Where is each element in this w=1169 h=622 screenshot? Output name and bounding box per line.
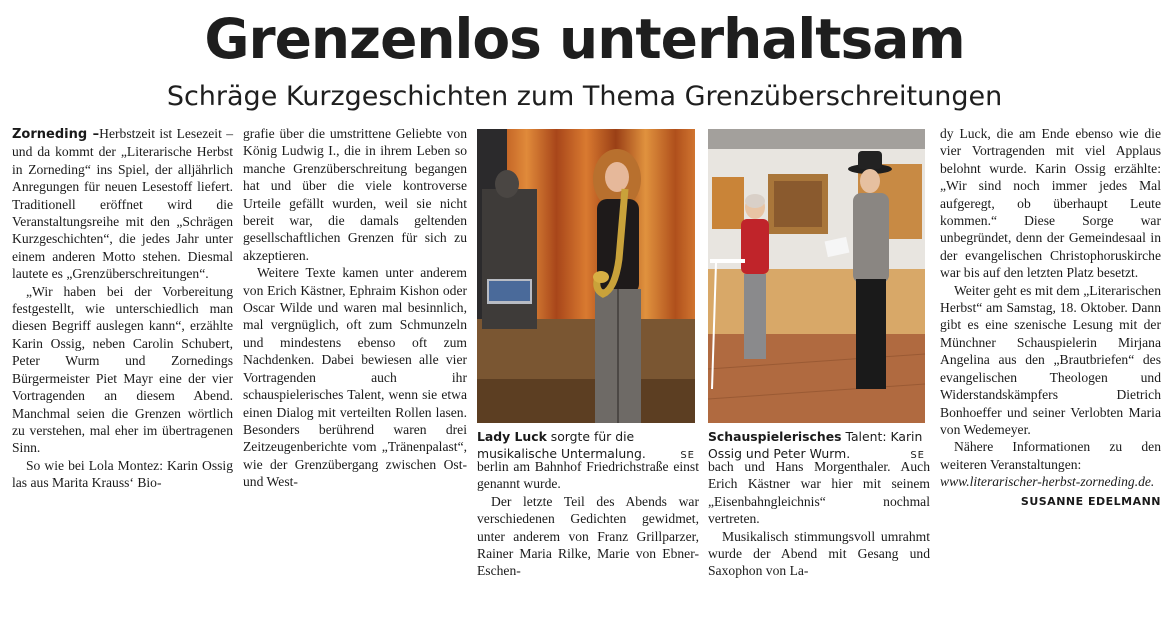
paragraph: Weiter geht es mit dem „Literarischen Herbst“ am Samstag, 18. Oktober. Dann gibt es eine szenische Lesung mit der Münchner Schauspielerin Mirjana Angelina aus den „Brautbriefen“ des evangelischen Theologen und Widerstandskämpfers Dietrich Bonhoeffer und seiner Verlobten Maria von Wedemeyer. [940,282,1161,437]
article-column-2 [243,125,467,490]
caption-photo-2: Schauspielerisches Talent: Karin Ossig und Peter Wurm. SE [708,428,925,464]
subheadline: Schräge Kurzgeschichten zum Thema Grenzüberschreitungen [166,81,1003,112]
paragraph: So wie bei Lola Montez: Karin Ossig las aus Marita Krauss‘ Bio- [12,457,233,491]
caption-photo-1: Lady Luck sorgte für die musikalische Untermalung. SE [477,428,695,464]
paragraph: grafie über die umstrittene Geliebte von König Ludwig I., die in ihrem Leben so manche Grenzüberschreitung begangen hat und über die viele kontroverse Urteile gefällt wurden, weil sie nicht bereit war, die damals geltenden gesellschaftlichen Grenzen für sich zu akzeptieren. [243,126,467,263]
paragraph: Zorneding –Herbstzeit ist Lesezeit – und da kommt der „Literarische Herbst in Zorneding“ ins Spiel, der alljährlich Anregungen für neuen Lesestoff liefert. Traditionell eröffnet wird die Veranstaltungsreihe mit den „Schrägen Kurzgeschichten“, die jedes Jahr unter einem anderen Motto stehen. Diesmal lautete es „Grenzüberschreitungen“. [12,126,233,282]
event-url[interactable]: www.literarischer-herbst-zorneding.de. [940,474,1155,490]
paragraph: Der letzte Teil des Abends war verschiedenen Gedichten gewidmet, unter anderem von Franz Grillparzer, Rainer Maria Rilke, Marie von Ebner-Eschen- [477,493,699,579]
dateline: Zorneding – [12,127,100,142]
paragraph: Weitere Texte kamen unter anderem von Erich Kästner, Ephraim Kishon oder Oscar Wilde und waren mal besinnlich, mal vergnüglich, oft zum Schmunzeln und mindestens ebenso oft zum Nachdenken. Dabei bewiesen alle vier Vortragenden auch ihr schauspielerisches Talent, wenn sie etwa einen Dialog mit verteilten Rollen lasen. Besonders berührend waren drei Zeitzeugenberichte vom „Tränenpalast“, wie der Grenzübergang zwischen Ost- und West- [243,265,467,490]
paragraph: „Wir haben bei der Vorbereitung festgestellt, wie unterschiedlich man diesen Begriff auslegen kann“, erzählte Karin Ossig, neben Carolin Schubert, Peter Wurm und Zornedings Bürgermeister Piet Mayr eine der vier Vortragenden an diesem Abend. Manchmal seien die Grenzen wörtlich zu verstehen, mal eher im übertragenen Sinn. [12,283,233,456]
photo-performers-image [708,129,925,423]
paragraph: Musikalisch stimmungsvoll umrahmt wurde der Abend mit Gesang und Saxophon von La- [708,528,930,579]
paragraph: berlin am Bahnhof Friedrichstraße einst genannt wurde. [477,459,699,492]
photo-credit: SE [680,450,695,461]
article-column-1 [12,125,233,617]
photo-lady-luck-image [477,129,695,423]
article-column-5 [940,125,1161,617]
article-column-4 [708,458,930,618]
article-column-3 [477,458,699,618]
author-byline: SUSANNE EDELMANN [1020,494,1161,508]
paragraph [940,473,1161,508]
headline: Grenzenlos unterhaltsam [204,7,965,71]
photo-credit: SE [910,450,925,461]
paragraph: dy Luck, die am Ende ebenso wie die vier Vortragenden mit viel Applaus belohnt wurde. Karin Ossig erzählte: „Wir sind noch immer jedes Mal aufgeregt, ob überhaupt Leute kommen.“ Diese Sorge war unbegründet, denn der Gemeindesaal in der evangelischen Christophoruskirche war bis auf den letzten Platz besetzt. [940,126,1161,281]
paragraph: Nähere Informationen zu den weiteren Veranstaltungen: [940,439,1161,472]
photo-performers [708,129,925,423]
photo-lady-luck [477,129,695,423]
paragraph: bach und Hans Morgenthaler. Auch Erich Kästner war hier mit seinem „Eisenbahngleichnis“ nochmal vertreten. [708,459,930,527]
